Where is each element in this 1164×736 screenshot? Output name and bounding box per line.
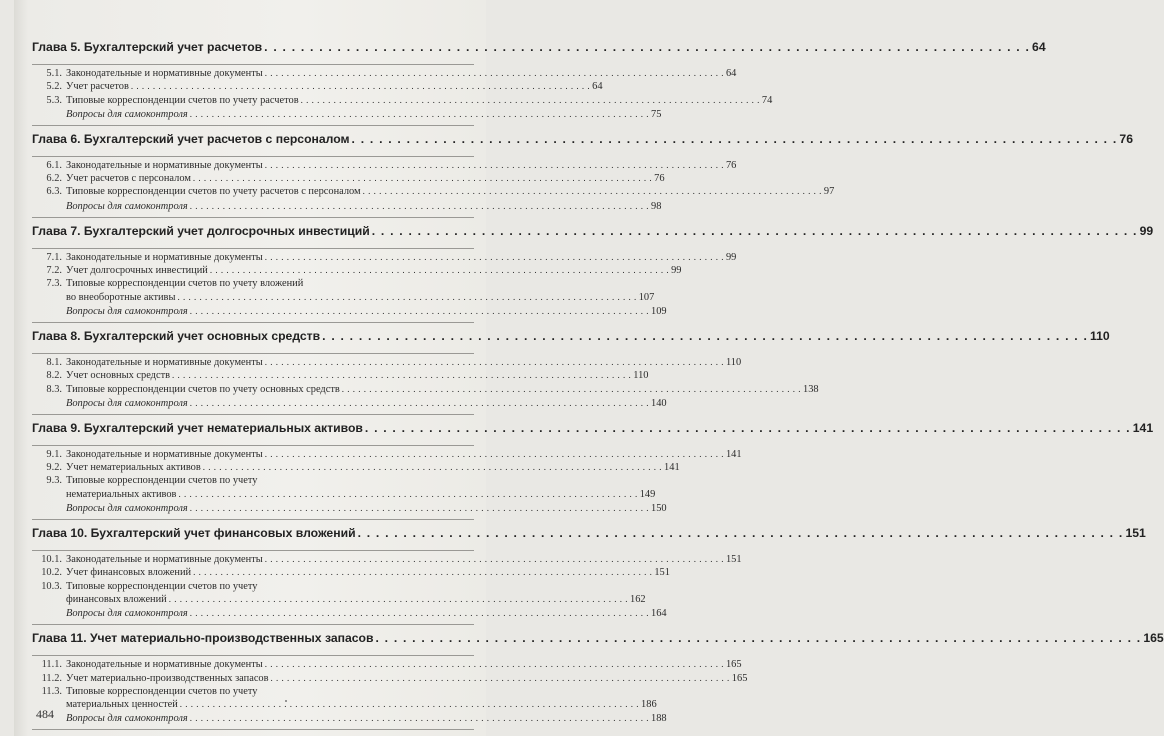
leader-dots	[190, 501, 649, 515]
self-check-questions	[32, 304, 667, 319]
entry-line2	[66, 698, 657, 711]
entry-text: Законодательные и нормативные документы	[66, 251, 263, 263]
questions-page: 164	[651, 608, 667, 620]
leader-dots	[358, 526, 1124, 540]
leader-dots	[264, 40, 1030, 54]
self-check-questions	[32, 606, 667, 621]
entry-text: Законодательные и нормативные документы	[66, 554, 263, 566]
questions-text: Вопросы для самоконтроля	[66, 108, 188, 120]
entry-number: 11.2.	[41, 672, 62, 684]
chapter-heading	[32, 131, 1133, 156]
entry-page: 99	[671, 265, 682, 277]
entry-number: 8.1.	[46, 356, 62, 368]
leader-dots	[372, 224, 1138, 238]
toc-entry	[32, 474, 656, 501]
chapter-page: 151	[1125, 526, 1146, 541]
chapter-entries	[32, 64, 773, 126]
entry-number: 11.1.	[41, 659, 62, 671]
entry-text: Законодательные и нормативные документы	[66, 68, 263, 79]
entry-page: 141	[664, 462, 680, 474]
entry-number: 9.3.	[46, 475, 62, 487]
chapter-page: 64	[1032, 40, 1046, 54]
leader-dots	[190, 304, 649, 318]
leader-dots	[301, 94, 760, 107]
leader-dots	[190, 199, 649, 213]
entry-text-continued: материальных ценностей	[66, 699, 178, 711]
chapter-entries	[32, 248, 737, 323]
entry-multiline	[66, 474, 655, 501]
entry-number: 5.3.	[46, 94, 62, 106]
entry-text: Типовые корреспонденции счетов по учету	[66, 685, 258, 697]
questions-page: 109	[651, 305, 667, 317]
toc-entry	[32, 685, 657, 712]
leader-dots	[265, 448, 724, 461]
leader-dots	[271, 672, 730, 685]
chapter-section	[32, 131, 1133, 218]
leader-dots	[363, 185, 822, 198]
entry-text: Учет расчетов с персоналом	[66, 173, 191, 185]
chapter-section	[32, 420, 1154, 520]
chapter-title: Глава 9. Бухгалтерский учет нематериальных активов	[32, 420, 363, 435]
entry-line2	[66, 593, 646, 606]
leader-dots	[210, 264, 669, 277]
chapter-page: 110	[1090, 328, 1110, 343]
chapter-heading	[32, 420, 1154, 445]
entry-text: Учет основных средств	[66, 370, 171, 382]
leader-dots	[322, 329, 1088, 343]
chapter-title: Глава 6. Бухгалтерский учет расчетов с персоналом	[32, 131, 350, 146]
entry-page: 76	[654, 173, 665, 185]
leader-dots	[193, 566, 652, 579]
leader-dots	[180, 698, 639, 711]
entry-text: Учет расчетов	[66, 81, 129, 93]
toc-entry	[32, 369, 649, 382]
table-of-contents	[32, 40, 1164, 736]
entry-multiline	[66, 277, 654, 304]
entry-number: 6.1.	[46, 159, 62, 171]
leader-dots	[265, 658, 724, 671]
leader-dots	[375, 631, 1141, 645]
chapter-page: 99	[1139, 223, 1154, 238]
entry-line2	[66, 488, 655, 501]
leader-dots	[365, 421, 1131, 435]
chapter-page: 141	[1132, 420, 1154, 435]
entry-text-continued: во внеоборотные активы	[66, 291, 176, 303]
chapter-section	[32, 223, 1154, 323]
toc-entry	[32, 251, 737, 264]
print-speck	[285, 700, 287, 702]
leader-dots	[352, 132, 1118, 146]
entry-number: 10.3.	[41, 580, 62, 592]
chapter-entries	[32, 445, 742, 520]
entry-page: 151	[654, 567, 670, 579]
entry-text: Типовые корреспонденции счетов по учету расчетов	[66, 94, 299, 106]
entry-text: Типовые корреспонденции счетов по учету	[66, 475, 258, 487]
entry-page: 64	[725, 68, 737, 79]
entry-text: Законодательные и нормативные документы	[66, 659, 263, 671]
questions-page: 98	[651, 200, 662, 212]
chapter-title: Глава 11. Учет материально-производственных запасов	[32, 631, 374, 646]
entry-text-continued: нематериальных активов	[66, 488, 177, 500]
entry-page: 76	[725, 159, 737, 171]
questions-page: 150	[651, 503, 667, 515]
entry-page: 74	[761, 94, 773, 106]
chapter-page: 165	[1143, 631, 1164, 646]
chapter-section	[32, 631, 1164, 730]
leader-dots	[190, 107, 649, 121]
page-number: 484	[36, 707, 54, 721]
questions-text: Вопросы для самоконтроля	[66, 713, 188, 725]
chapter-entries	[32, 550, 742, 625]
leader-dots	[177, 291, 636, 304]
chapter-title: Глава 5. Бухгалтерский учет расчетов	[32, 40, 263, 54]
self-check-questions	[32, 107, 662, 122]
entry-multiline	[66, 685, 657, 712]
toc-entry	[32, 67, 737, 80]
entry-text: Типовые корреспонденции счетов по учету расчетов с персоналом	[66, 186, 361, 198]
toc-entry	[32, 264, 682, 277]
chapter-heading	[32, 328, 1110, 353]
entry-page: 186	[641, 699, 657, 711]
chapter-title: Глава 10. Бухгалтерский учет финансовых вложений	[32, 526, 356, 541]
entry-number: 9.2.	[46, 462, 62, 474]
entry-text: Учет материально-производственных запасов	[66, 672, 269, 684]
entry-number: 7.3.	[46, 278, 62, 290]
chapter-section	[32, 328, 1110, 415]
entry-page: 162	[630, 593, 646, 605]
entry-page: 99	[725, 251, 737, 263]
entry-number: 5.1.	[46, 68, 62, 79]
leader-dots	[190, 711, 649, 725]
toc-entry	[32, 356, 742, 369]
leader-dots	[265, 67, 724, 80]
questions-text: Вопросы для самоконтроля	[66, 397, 188, 409]
entry-number: 7.2.	[46, 265, 62, 277]
leader-dots	[265, 553, 724, 566]
entry-page: 138	[803, 383, 819, 395]
entry-page: 141	[725, 448, 742, 460]
toc-entry	[32, 383, 819, 396]
toc-entry	[32, 672, 748, 685]
questions-page: 140	[651, 397, 667, 409]
toc-entry	[32, 172, 665, 185]
toc-entry	[32, 185, 835, 198]
chapter-page: 76	[1119, 131, 1133, 146]
entry-page: 110	[725, 356, 742, 368]
chapter-heading	[32, 526, 1146, 550]
entry-page: 165	[731, 672, 748, 684]
entry-number: 8.3.	[46, 383, 62, 395]
entry-page: 97	[823, 186, 835, 198]
entry-text: Законодательные и нормативные документы	[66, 159, 263, 171]
entry-number: 10.1.	[41, 554, 62, 566]
toc-entry	[32, 461, 680, 474]
entry-line2	[66, 291, 654, 304]
entry-number: 6.3.	[46, 186, 62, 198]
entry-text: Законодательные и нормативные документы	[66, 356, 263, 368]
entry-page: 107	[638, 291, 655, 303]
chapter-entries	[32, 655, 748, 730]
entry-number: 6.2.	[46, 173, 62, 185]
questions-text: Вопросы для самоконтроля	[66, 608, 188, 620]
chapter-entries	[32, 353, 819, 415]
chapter-entries	[32, 156, 835, 218]
entry-number: 8.2.	[46, 370, 62, 382]
leader-dots	[265, 159, 724, 172]
entry-number: 7.1.	[46, 251, 62, 263]
leader-dots	[190, 396, 649, 410]
leader-dots	[342, 383, 801, 396]
leader-dots	[265, 356, 724, 369]
entry-page: 110	[633, 370, 649, 382]
entry-page: 165	[725, 659, 742, 671]
entry-text: Типовые корреспонденции счетов по учету основных средств	[66, 383, 340, 395]
leader-dots	[203, 461, 662, 474]
entry-number: 10.2.	[41, 567, 62, 579]
chapter-heading	[32, 631, 1164, 655]
toc-entry	[32, 448, 742, 461]
self-check-questions	[32, 501, 667, 516]
entry-number: 9.1.	[46, 448, 62, 460]
self-check-questions	[32, 396, 667, 411]
self-check-questions	[32, 199, 662, 214]
chapter-title: Глава 8. Бухгалтерский учет основных средств	[32, 328, 321, 343]
entry-text: Типовые корреспонденции счетов по учету	[66, 580, 258, 592]
book-page	[14, 0, 1164, 736]
leader-dots	[169, 593, 628, 606]
leader-dots	[178, 488, 637, 501]
chapter-heading	[32, 40, 1046, 64]
questions-text: Вопросы для самоконтроля	[66, 200, 188, 212]
leader-dots	[190, 606, 649, 620]
leader-dots	[193, 172, 652, 185]
leader-dots	[131, 80, 590, 93]
toc-entry	[32, 553, 742, 566]
entry-text: Учет долгосрочных инвестиций	[66, 265, 208, 277]
entry-page: 64	[592, 81, 603, 93]
chapter-section	[32, 40, 1046, 126]
leader-dots	[172, 369, 631, 382]
questions-page: 188	[651, 713, 667, 725]
questions-page: 75	[651, 108, 662, 120]
leader-dots	[265, 251, 724, 264]
chapter-title: Глава 7. Бухгалтерский учет долгосрочных инвестиций	[32, 223, 370, 238]
entry-number: 5.2.	[46, 81, 62, 93]
toc-entry	[32, 566, 670, 579]
entry-text: Учет нематериальных активов	[66, 462, 201, 474]
chapter-heading	[32, 223, 1154, 248]
toc-entry	[32, 80, 603, 93]
toc-entry	[32, 277, 655, 304]
entry-text: Учет финансовых вложений	[66, 567, 192, 579]
entry-text: Типовые корреспонденции счетов по учету вложений	[66, 278, 304, 290]
entry-multiline	[66, 580, 646, 607]
questions-text: Вопросы для самоконтроля	[66, 305, 188, 317]
entry-text-continued: финансовых вложений	[66, 593, 167, 605]
entry-page: 149	[639, 488, 656, 500]
entry-text: Законодательные и нормативные документы	[66, 448, 263, 460]
entry-number: 11.3.	[41, 685, 62, 697]
self-check-questions	[32, 711, 667, 726]
questions-text: Вопросы для самоконтроля	[66, 503, 188, 515]
toc-entry	[32, 580, 646, 607]
chapter-section	[32, 526, 1146, 625]
toc-entry	[32, 159, 737, 172]
toc-entry	[32, 658, 742, 671]
toc-entry	[32, 94, 773, 107]
entry-page: 151	[725, 554, 742, 566]
